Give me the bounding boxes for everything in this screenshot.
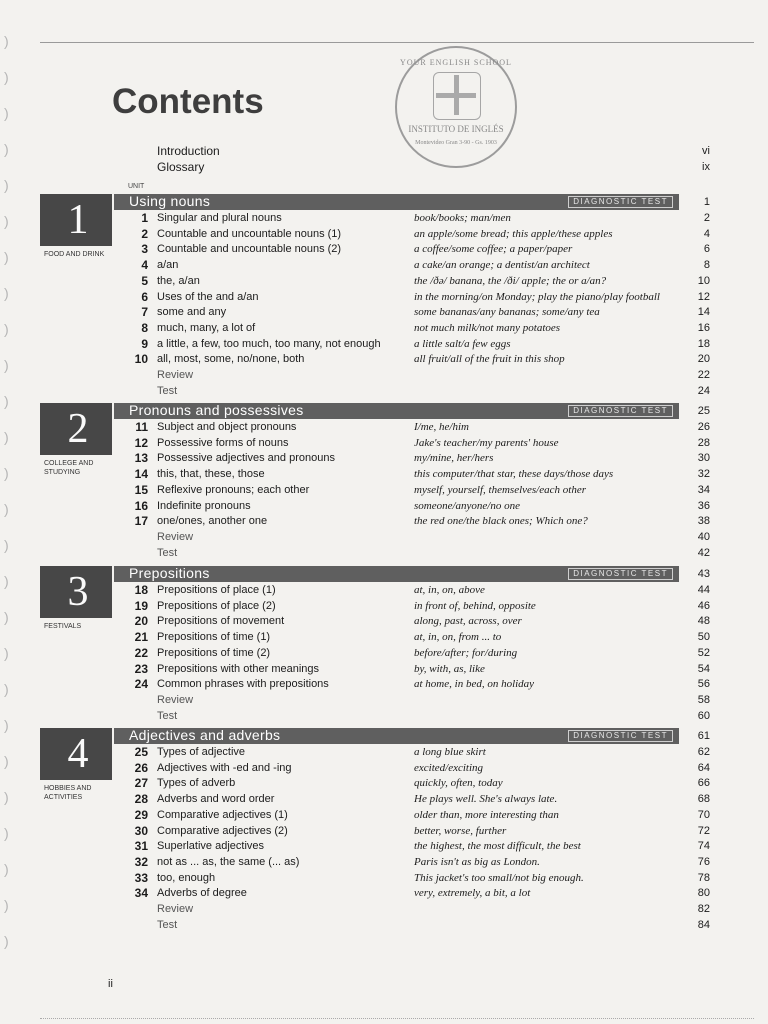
- section-title-bar: [114, 403, 679, 419]
- review-row: [40, 902, 720, 917]
- unit-row-page: 32: [697, 468, 710, 481]
- unit-row: [40, 227, 720, 242]
- diagnostic-test-label: DIAGNOSTIC TEST: [568, 405, 673, 417]
- section-title: Using nouns: [129, 193, 211, 209]
- test-page: 42: [697, 546, 710, 559]
- unit-row-number: 9: [141, 336, 148, 351]
- unit-row-title: Prepositions of time (2): [157, 646, 271, 659]
- unit-row-title: Prepositions of time (1): [157, 631, 271, 644]
- unit-row-number: 17: [134, 514, 148, 529]
- diagnostic-test-page: 25: [697, 405, 710, 417]
- unit-row-page: 50: [697, 631, 710, 644]
- test-row: [40, 384, 720, 399]
- review-label: Review: [157, 530, 194, 543]
- unit-row-page: 10: [697, 274, 710, 287]
- unit-row-page: 54: [697, 662, 710, 675]
- unit-row: [40, 677, 720, 692]
- unit-row-title: all, most, some, no/none, both: [157, 353, 305, 366]
- unit-row-example: before/after; for/during: [414, 646, 518, 659]
- diagnostic-test-label: DIAGNOSTIC TEST: [568, 730, 673, 742]
- review-page: 82: [697, 903, 710, 915]
- unit-row-number: 3: [141, 242, 148, 257]
- unit-row-title: Adverbs and word order: [157, 793, 275, 806]
- stamp-text-bottom: Montevideo Gran 3-90 - Gs. 1903: [415, 140, 497, 146]
- unit-row-title: this, that, these, those: [157, 468, 265, 481]
- unit-row-title: Countable and uncountable nouns (2): [157, 243, 342, 256]
- unit-row-number: 5: [141, 273, 148, 288]
- unit-row-page: 14: [697, 306, 710, 319]
- review-label: Review: [157, 693, 194, 706]
- unit-row: [40, 583, 720, 598]
- unit-row-example: in the morning/on Monday; play the piano/play football: [414, 290, 660, 303]
- unit-row: [40, 337, 720, 352]
- unit-row: [40, 321, 720, 336]
- unit-row-number: 6: [141, 289, 148, 304]
- unit-row: [40, 745, 720, 760]
- unit-row-title: Countable and uncountable nouns (1): [157, 227, 342, 240]
- unit-row-number: 2: [141, 226, 148, 241]
- unit-row-number: 12: [134, 435, 148, 450]
- unit-number: 4: [67, 731, 89, 777]
- unit-row-title: Adjectives with -ed and -ing: [157, 761, 292, 774]
- unit-row-example: someone/anyone/no one: [414, 499, 520, 512]
- unit-row-page: 4: [703, 227, 710, 240]
- intro-item-glossary: Glossary: [157, 160, 205, 174]
- unit-row-page: 52: [697, 646, 710, 659]
- test-label: Test: [157, 384, 178, 397]
- section-topic: FESTIVALS: [44, 623, 82, 630]
- unit-row-example: older than, more interesting than: [414, 808, 559, 821]
- unit-row-title: a little, a few, too much, too many, not enough: [157, 337, 381, 350]
- unit-row-number: 28: [134, 792, 148, 807]
- unit-row: [40, 824, 720, 839]
- unit-row-number: 27: [134, 776, 148, 791]
- unit-row-page: 8: [703, 259, 710, 272]
- unit-row-page: 68: [697, 793, 710, 806]
- unit-row-example: the highest, the most difficult, the best: [414, 840, 581, 853]
- unit-row-example: some bananas/any bananas; some/any tea: [414, 306, 600, 319]
- unit-row-number: 16: [134, 498, 148, 513]
- diagnostic-test-page: 1: [703, 196, 710, 208]
- unit-row: [40, 514, 720, 529]
- unit-row-number: 24: [134, 677, 148, 692]
- unit-row: [40, 792, 720, 807]
- diagnostic-test-label: DIAGNOSTIC TEST: [568, 196, 673, 208]
- unit-row-example: a coffee/some coffee; a paper/paper: [414, 243, 573, 256]
- unit-row: [40, 483, 720, 498]
- section-topic: FOOD AND DRINK: [44, 251, 105, 258]
- top-rule: [40, 42, 754, 43]
- test-label: Test: [157, 918, 178, 931]
- unit-row-page: 34: [697, 483, 710, 496]
- unit-row-page: 46: [697, 599, 710, 612]
- unit-row-example: This jacket's too small/not big enough.: [414, 871, 584, 884]
- unit-row-title: a/an: [157, 259, 179, 272]
- unit-row-page: 2: [703, 212, 710, 224]
- unit-row: [40, 467, 720, 482]
- unit-row-page: 56: [697, 678, 710, 691]
- unit-row-example: a little salt/a few eggs: [414, 337, 511, 350]
- unit-row-number: 8: [141, 320, 148, 335]
- unit-row-example: book/books; man/men: [414, 212, 511, 224]
- review-row: [40, 368, 720, 383]
- school-stamp: [395, 46, 517, 168]
- review-label: Review: [157, 903, 194, 915]
- unit-row-page: 48: [697, 615, 710, 628]
- unit-row-page: 38: [697, 515, 710, 528]
- unit-row-page: 44: [697, 584, 710, 596]
- unit-row-title: Uses of the and a/an: [157, 290, 259, 303]
- unit-row-title: Common phrases with prepositions: [157, 678, 329, 691]
- unit-row: [40, 646, 720, 661]
- unit-row-page: 64: [697, 761, 710, 774]
- unit-row-page: 12: [697, 290, 710, 303]
- unit-row-example: this computer/that star, these days/those days: [414, 468, 614, 481]
- page-title: Contents: [112, 82, 264, 121]
- unit-row-page: 6: [703, 243, 710, 256]
- unit-row: [40, 352, 720, 367]
- unit-row-title: Reflexive pronouns; each other: [157, 483, 310, 496]
- unit-row-number: 13: [134, 451, 148, 466]
- unit-row-page: 76: [697, 855, 710, 868]
- unit-row: [40, 420, 720, 435]
- unit-row: [40, 499, 720, 514]
- unit-row-example: at, in, on, from ... to: [414, 631, 502, 644]
- unit-row-page: 72: [697, 824, 710, 837]
- unit-row: [40, 242, 720, 257]
- unit-row-example: not much milk/not many potatoes: [414, 321, 561, 334]
- unit-row-page: 80: [697, 887, 710, 900]
- unit-row-title: Possessive adjectives and pronouns: [157, 452, 335, 465]
- unit-row-example: better, worse, further: [414, 824, 507, 837]
- unit-row-number: 25: [134, 745, 148, 759]
- unit-row-example: He plays well. She's always late.: [414, 793, 558, 806]
- unit-row-title: Prepositions of place (2): [157, 599, 276, 612]
- unit-row-example: the /ðə/ banana, the /ði/ apple; the or a/an?: [414, 274, 607, 287]
- test-row: [40, 918, 720, 933]
- unit-row-title: Comparative adjectives (2): [157, 824, 288, 837]
- unit-row-page: 26: [697, 421, 710, 433]
- unit-row-number: 33: [134, 870, 148, 885]
- unit-row-number: 32: [134, 854, 148, 869]
- unit-row-title: Prepositions of place (1): [157, 584, 276, 596]
- unit-row-title: some and any: [157, 306, 227, 319]
- stamp-text-top: YOUR ENGLISH SCHOOL: [400, 58, 512, 67]
- unit-row: [40, 630, 720, 645]
- unit-row-page: 66: [697, 777, 710, 790]
- review-page: 58: [697, 693, 710, 706]
- unit-row-page: 30: [697, 452, 710, 465]
- unit-row-page: 18: [697, 337, 710, 350]
- unit-row-number: 22: [134, 645, 148, 660]
- unit-row: [40, 614, 720, 629]
- test-label: Test: [157, 709, 178, 722]
- intro-page-introduction: vi: [702, 145, 710, 157]
- unit-row-number: 30: [134, 823, 148, 838]
- intro-item-introduction: Introduction: [157, 144, 220, 158]
- punch-holes: ) ) ) ) ) ) ) ) ) ) ) ) ) ) ) ) ) ) ) ) ) ) ) ) ) ): [4, 33, 9, 949]
- unit-row-example: Jake's teacher/my parents' house: [414, 436, 559, 449]
- unit-row-title: not as ... as, the same (... as): [157, 855, 300, 868]
- unit-row-page: 16: [697, 321, 710, 334]
- section-title: Prepositions: [129, 565, 210, 581]
- unit-row-example: Paris isn't as big as London.: [414, 855, 540, 868]
- unit-row: [40, 855, 720, 870]
- test-row: [40, 546, 720, 561]
- unit-row: [40, 662, 720, 677]
- unit-row: [40, 274, 720, 289]
- unit-row-number: 21: [134, 630, 148, 645]
- unit-column-label: UNIT: [128, 183, 145, 190]
- unit-row-example: in front of, behind, opposite: [414, 599, 536, 612]
- unit-row: [40, 761, 720, 776]
- unit-row-title: Adverbs of degree: [157, 887, 247, 900]
- unit-row: [40, 451, 720, 466]
- unit-row: [40, 436, 720, 451]
- unit-row-page: 78: [697, 871, 710, 884]
- section-title: Pronouns and possessives: [129, 402, 304, 418]
- unit-row-number: 18: [134, 583, 148, 597]
- unit-row: [40, 290, 720, 305]
- unit-row-title: Prepositions of movement: [157, 615, 285, 628]
- unit-number: 1: [67, 197, 89, 243]
- unit-row-example: all fruit/all of the fruit in this shop: [414, 353, 565, 366]
- bottom-rule: [40, 1018, 754, 1019]
- unit-row: [40, 886, 720, 901]
- test-page: 24: [697, 384, 710, 397]
- unit-row-example: my/mine, her/hers: [414, 452, 494, 465]
- unit-row-title: Possessive forms of nouns: [157, 436, 289, 449]
- unit-row-example: a cake/an orange; a dentist/an architect: [414, 259, 590, 272]
- review-row: [40, 530, 720, 545]
- unit-row-title: Prepositions with other meanings: [157, 662, 320, 675]
- unit-row-title: Indefinite pronouns: [157, 499, 251, 512]
- stamp-text-middle: INSTITUTO DE INGLÉS: [408, 124, 504, 134]
- test-page: 60: [697, 709, 710, 722]
- review-page: 40: [697, 530, 710, 543]
- test-label: Test: [157, 546, 178, 559]
- diagnostic-test-page: 43: [697, 568, 710, 580]
- unit-row-example: at, in, on, above: [414, 584, 485, 596]
- crest-icon: [433, 72, 481, 120]
- unit-row-title: Singular and plural nouns: [157, 212, 282, 224]
- unit-row-title: Types of adverb: [157, 777, 236, 790]
- unit-row-number: 15: [134, 482, 148, 497]
- unit-number: 2: [67, 406, 89, 452]
- unit-row-number: 7: [141, 305, 148, 320]
- unit-row-example: an apple/some bread; this apple/these apples: [414, 227, 613, 240]
- test-row: [40, 709, 720, 724]
- unit-row-page: 28: [697, 436, 710, 449]
- unit-row-page: 70: [697, 808, 710, 821]
- section-title-bar: [114, 194, 679, 210]
- unit-row-number: 29: [134, 807, 148, 822]
- unit-row-number: 26: [134, 760, 148, 775]
- unit-row-number: 23: [134, 661, 148, 676]
- unit-row-number: 1: [141, 211, 148, 225]
- unit-row-number: 11: [135, 420, 148, 434]
- unit-row-number: 34: [134, 886, 148, 901]
- contents-section: [40, 194, 720, 414]
- unit-row: [40, 776, 720, 791]
- unit-row: [40, 871, 720, 886]
- unit-row-example: the red one/the black ones; Which one?: [414, 515, 588, 528]
- unit-row-example: by, with, as, like: [414, 662, 485, 675]
- unit-row-title: much, many, a lot of: [157, 321, 256, 334]
- page-number: ii: [108, 978, 113, 990]
- unit-row-page: 62: [697, 746, 710, 758]
- unit-row-number: 4: [141, 258, 148, 273]
- unit-row-title: Superlative adjectives: [157, 840, 265, 853]
- unit-row-example: excited/exciting: [414, 761, 484, 774]
- unit-row-page: 20: [697, 353, 710, 366]
- unit-row-example: I/me, he/him: [414, 421, 469, 433]
- unit-row-example: very, extremely, a bit, a lot: [414, 887, 531, 900]
- unit-row-title: Subject and object pronouns: [157, 421, 297, 433]
- unit-row-example: a long blue skirt: [414, 746, 486, 758]
- unit-row-title: Types of adjective: [157, 746, 246, 758]
- unit-row: [40, 305, 720, 320]
- section-topic: HOBBIES AND ACTIVITIES: [44, 785, 92, 801]
- unit-row-example: along, past, across, over: [414, 615, 522, 628]
- test-page: 84: [697, 918, 710, 931]
- unit-row-example: at home, in bed, on holiday: [414, 678, 535, 691]
- unit-row-number: 19: [134, 598, 148, 613]
- review-page: 22: [697, 369, 710, 381]
- intro-page-glossary: ix: [702, 161, 710, 173]
- unit-row-title: too, enough: [157, 871, 216, 884]
- contents-section: [40, 728, 720, 948]
- section-title-bar: [114, 566, 679, 582]
- unit-number: 3: [67, 569, 89, 615]
- section-topic: COLLEGE AND STUDYING: [44, 460, 94, 476]
- unit-row-example: quickly, often, today: [414, 777, 503, 790]
- unit-row-page: 36: [697, 499, 710, 512]
- unit-row: [40, 839, 720, 854]
- unit-row: [40, 211, 720, 226]
- review-row: [40, 693, 720, 708]
- review-label: Review: [157, 369, 194, 381]
- unit-row: [40, 599, 720, 614]
- unit-row-title: the, a/an: [157, 274, 200, 287]
- unit-row-number: 14: [134, 467, 148, 482]
- unit-row-page: 74: [697, 840, 710, 853]
- diagnostic-test-label: DIAGNOSTIC TEST: [568, 568, 673, 580]
- diagnostic-test-page: 61: [697, 730, 710, 742]
- unit-row-number: 20: [134, 614, 148, 629]
- unit-row: [40, 808, 720, 823]
- section-title: Adjectives and adverbs: [129, 727, 281, 743]
- unit-row-example: myself, yourself, themselves/each other: [414, 483, 586, 496]
- unit-row-number: 10: [134, 352, 148, 367]
- section-title-bar: [114, 728, 679, 744]
- unit-row-number: 31: [134, 839, 148, 854]
- unit-row-title: one/ones, another one: [157, 515, 268, 528]
- unit-row: [40, 258, 720, 273]
- unit-row-title: Comparative adjectives (1): [157, 808, 288, 821]
